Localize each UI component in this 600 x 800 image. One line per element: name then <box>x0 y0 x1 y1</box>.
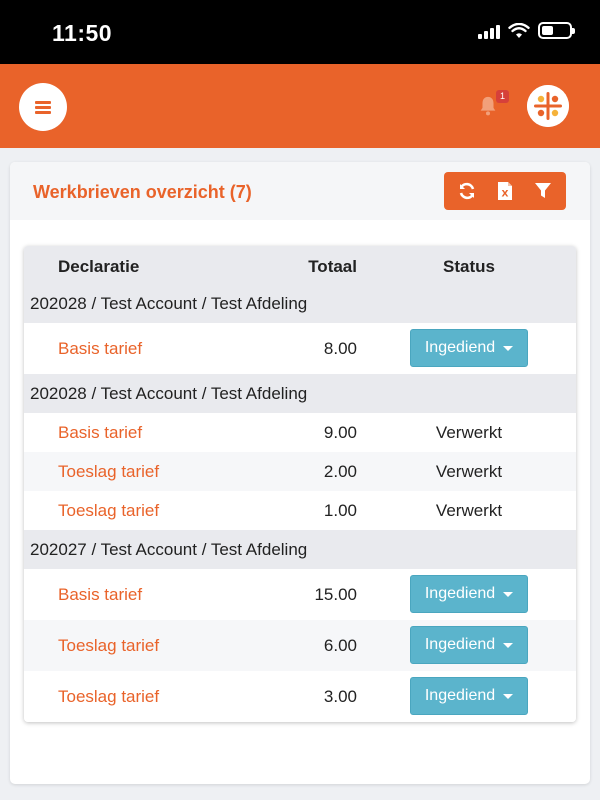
battery-icon <box>538 22 572 39</box>
status-text: Verwerkt <box>435 501 503 520</box>
column-header-totaal[interactable]: Totaal <box>308 257 357 276</box>
status-label: Ingediend <box>424 636 496 653</box>
hamburger-icon <box>35 101 51 114</box>
card-header <box>10 162 590 220</box>
filter-button[interactable] <box>526 175 560 207</box>
avatar[interactable] <box>527 85 569 127</box>
status-text: Verwerkt <box>435 462 503 481</box>
logo-icon <box>527 85 569 127</box>
total-value: 15.00 <box>314 585 357 604</box>
refresh-icon <box>457 181 477 201</box>
export-excel-button[interactable] <box>488 175 522 207</box>
page-title: Werkbrieven overzicht (7) <box>33 182 252 202</box>
app-bar <box>0 64 600 148</box>
declaration-link[interactable]: Basis tarief <box>58 585 143 604</box>
caret-down-icon <box>503 592 513 597</box>
total-value: 8.00 <box>323 339 357 358</box>
menu-button[interactable] <box>19 83 67 131</box>
column-header-declaratie[interactable]: Declaratie <box>58 257 140 276</box>
signal-icon <box>478 23 500 39</box>
table-row <box>24 452 576 491</box>
group-row <box>24 374 576 413</box>
overview-card <box>10 162 590 784</box>
status-label: Ingediend <box>424 585 496 602</box>
status-dropdown-button[interactable] <box>410 677 528 715</box>
table-row <box>24 620 576 671</box>
status-dropdown-button[interactable] <box>410 575 528 613</box>
table-row <box>24 491 576 530</box>
total-value: 1.00 <box>323 501 357 520</box>
group-label: 202027 / Test Account / Test Afdeling <box>30 540 308 559</box>
total-value: 3.00 <box>323 687 357 706</box>
total-value: 6.00 <box>323 636 357 655</box>
caret-down-icon <box>503 643 513 648</box>
refresh-button[interactable] <box>450 175 484 207</box>
table-row <box>24 323 576 374</box>
declaration-link[interactable]: Toeslag tarief <box>58 462 160 481</box>
status-dropdown-button[interactable] <box>410 626 528 664</box>
excel-icon <box>497 181 513 201</box>
declaration-link[interactable]: Basis tarief <box>58 423 143 442</box>
declaration-link[interactable]: Basis tarief <box>58 339 143 358</box>
total-value: 9.00 <box>323 423 357 442</box>
toolbar <box>444 172 566 210</box>
status-text: Verwerkt <box>435 423 503 442</box>
declaration-link[interactable]: Toeslag tarief <box>58 687 160 706</box>
status-label: Ingediend <box>424 687 496 704</box>
status-dropdown-button[interactable] <box>410 329 528 367</box>
table-row <box>24 569 576 620</box>
status-time: 11:50 <box>52 20 113 46</box>
table-row <box>24 413 576 452</box>
status-label: Ingediend <box>424 339 496 356</box>
filter-icon <box>534 182 552 200</box>
caret-down-icon <box>503 346 513 351</box>
group-label: 202028 / Test Account / Test Afdeling <box>30 294 308 313</box>
wifi-icon <box>508 23 530 39</box>
total-value: 2.00 <box>323 462 357 481</box>
group-row <box>24 284 576 323</box>
declaration-link[interactable]: Toeslag tarief <box>58 636 160 655</box>
declaration-link[interactable]: Toeslag tarief <box>58 501 160 520</box>
column-header-status[interactable]: Status <box>443 257 495 276</box>
notification-badge: 1 <box>496 90 509 103</box>
table-row <box>24 671 576 722</box>
status-bar <box>0 0 600 64</box>
caret-down-icon <box>503 694 513 699</box>
declarations-table <box>24 246 576 722</box>
status-icons <box>478 22 572 39</box>
table-header <box>24 246 576 284</box>
group-row <box>24 530 576 569</box>
svg-text:X: X <box>501 189 509 200</box>
group-label: 202028 / Test Account / Test Afdeling <box>30 384 308 403</box>
